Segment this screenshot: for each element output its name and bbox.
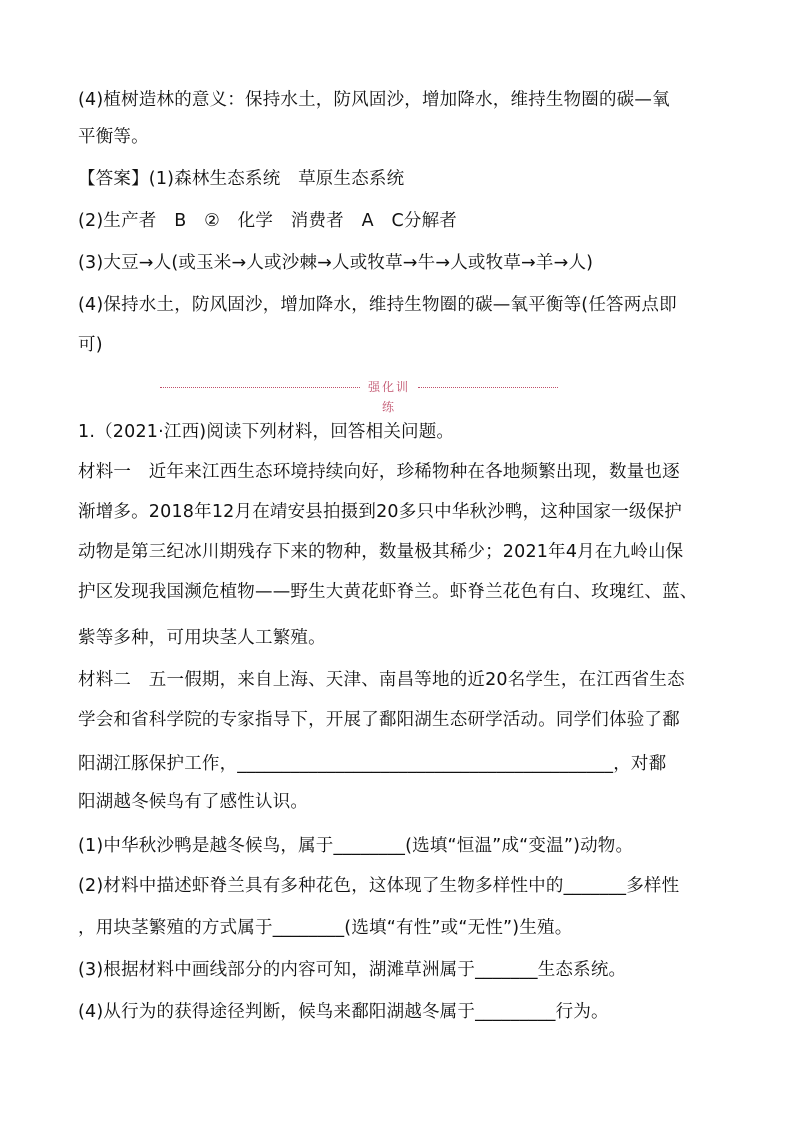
divider-rule-right [418,387,558,388]
material-two-line-3: 阳湖江豚保护工作，__________________________________________，对鄱 [78,754,667,774]
material-one-line-2: 渐增多。2018年12月在靖安县拍摄到20多只中华秋沙鸭，这种国家一级保护 [78,502,682,522]
material-two-line-2: 学会和省科学院的专家指导下，开展了鄱阳湖生态研学活动。同学们体验了鄱 [78,710,680,730]
sub-question-2-line-2: ，用块茎繁殖的方式属于________(选填“有性”或“无性”)生殖。 [78,918,573,938]
answer-line-4: (4)保持水土，防风固沙，增加降水，维持生物圈的碳—氧平衡等(任答两点即 [78,295,677,315]
section-divider [160,377,558,414]
answer-line-1: 【答案】(1)森林生态系统 草原生态系统 [78,169,405,189]
material-one-line-3: 动物是第三纪冰川期残存下来的物种，数量极其稀少；2021年4月在九岭山保 [78,542,684,562]
material-two-line-4: 阳湖越冬候鸟有了感性认识。 [78,792,309,812]
answer-line-5: 可) [78,335,103,355]
answer-explanation-line-2: 平衡等。 [78,127,149,147]
divider-rule-left [160,387,360,388]
sub-question-4: (4)从行为的获得途径判断，候鸟来鄱阳湖越冬属于_________行为。 [78,1002,609,1022]
answer-line-3: (3)大豆→人(或玉米→人或沙棘→人或牧草→牛→人或牧草→羊→人) [78,253,594,273]
section-label: 强化训练 [367,380,410,414]
sub-question-1: (1)中华秋沙鸭是越冬候鸟，属于________(选填“恒温”成“变温”)动物。 [78,836,634,856]
material-one-line-5: 紫等多种，可用块茎人工繁殖。 [78,628,326,648]
answer-explanation-line-1: (4)植树造林的意义：保持水土，防风固沙，增加降水，维持生物圈的碳—氧 [78,90,670,110]
question-heading: 1.（2021·江西)阅读下列材料，回答相关问题。 [78,422,455,442]
material-two-line-1: 材料二 五一假期，来自上海、天津、南昌等地的近20名学生，在江西省生态 [78,670,685,690]
sub-question-2-line-1: (2)材料中描述虾脊兰具有多种花色，这体现了生物多样性中的_______多样性 [78,876,680,896]
material-one-line-1: 材料一 近年来江西生态环境持续向好，珍稀物种在各地频繁出现，数量也逐 [78,462,680,482]
sub-question-3: (3)根据材料中画线部分的内容可知，湖滩草洲属于_______生态系统。 [78,960,627,980]
material-one-line-4: 护区发现我国濒危植物——野生大黄花虾脊兰。虾脊兰花色有白、玫瑰红、蓝、 [78,582,698,602]
answer-line-2: (2)生产者 B ② 化学 消费者 A C分解者 [78,211,457,231]
